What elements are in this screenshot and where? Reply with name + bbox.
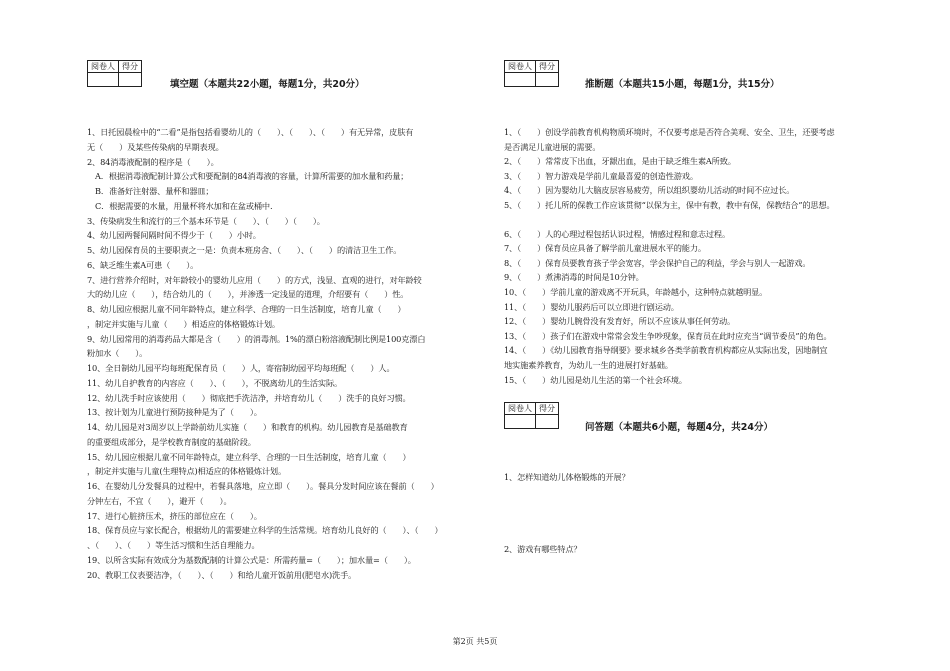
question-line: C．根据需要的水量，用量杯将水加和在盆或桶中. — [87, 200, 273, 211]
question-line: 9、幼儿园常用的消毒药品大都是含（ ）的消毒剂。1%的漂白粉溶液配制比例是100克漂白 — [87, 333, 426, 344]
question-line: 16、在婴幼儿分发餐具的过程中，若餐具落地，应立即（ ）。餐具分发时间应该在餐前（ ） — [87, 481, 439, 491]
question-line: 3、传染病发生和流行的三个基本环节是（ ）、（ ）（ ）。 — [87, 215, 325, 226]
question-line: 11、（ ）婴幼儿服药后可以立即进行剧运动。 — [504, 301, 679, 312]
question-line: 1、（ ）创设学前教育机构物质环境时，不仅要考虑是否符合美观、安全、卫生，还要考虑 — [504, 127, 835, 137]
question-line: 分钟左右，不宜（ ），避开（ ）。 — [87, 495, 232, 506]
question-line: 1、日托园晨检中的“二看”是指包括看婴幼儿的（ ）、（ ）、（ ）有无异常，皮肤有 — [87, 127, 414, 137]
question-line: 19、以所含实际有效成分为基数配制的计算公式是：所需药量=（ ）；加水量=（ ）。 — [87, 554, 416, 565]
question-line: A．根据消毒液配制计算公式和要配制的84消毒液的容量，计算所需要的加水量和药量； — [87, 171, 409, 182]
section-title-fill: 填空题（本题共22小题，每题1分，共20分） — [170, 79, 365, 90]
question-line: 18、保育员应与家长配合，根据幼儿的需要建立科学的生活常规。培育幼儿良好的（ ）、（ ） — [87, 525, 443, 536]
reviewer-label: 阅卷人 — [505, 61, 536, 73]
question-line: 12、幼儿洗手时应该使用（ ）彻底把手洗洁净，并培育幼儿（ ）洗手的良好习惯。 — [87, 392, 411, 403]
question-line: ，制定并实施与儿童（ ）相适应的体格锻炼计划。 — [87, 318, 280, 329]
question-line: 5、（ ）托儿所的保教工作应该贯彻“以保为主，保中有教，教中有保，保教结合”的思想。 — [504, 200, 835, 210]
question-line: 15、（ ）幼儿园是幼儿生活的第一个社会环境。 — [504, 374, 687, 385]
score-label: 得分 — [119, 61, 142, 73]
question-line: 2、（ ）常常皮下出血，牙龈出血，是由于缺乏维生素A所致。 — [504, 156, 736, 167]
score-box-qa — [504, 402, 559, 429]
score-label: 得分 — [536, 61, 559, 73]
question-line: B．准备好注射器、量杯和器皿； — [87, 186, 214, 196]
question-line: 大的幼儿应（ ），结合幼儿的（ ），并渗透一定浅显的道理，介绍要有（ ）性。 — [87, 289, 409, 300]
question-line: 13、（ ）孩子们在游戏中常常会发生争吵现象，保育员在此时应充当“调节委员”的角色。 — [504, 330, 832, 341]
question-line: ，制定并实施与儿童(生理特点)相适应的体格锻炼计划。 — [87, 466, 286, 477]
question-line: 12、（ ）婴幼儿腕骨没有发育好，所以不应该从事任何劳动。 — [504, 316, 736, 327]
question-line: 6、缺乏维生素A可患（ ）。 — [87, 259, 199, 270]
score-label: 得分 — [536, 403, 559, 415]
qa-question-2: 2、游戏有哪些特点？ — [504, 544, 582, 554]
question-line: 8、（ ）保育员要教育孩子学会宽容，学会保护自己的利益，学会与别人一起游戏。 — [504, 257, 811, 268]
section-title-qa: 问答题（本题共6小题，每题4分，共24分） — [585, 422, 773, 433]
question-line: 11、幼儿自护教育的内容应（ ）、（ ），不脱离幼儿的生活实际。 — [87, 377, 343, 388]
question-line: 、（ ）、（ ）等生活习惯和生活自理能力。 — [87, 540, 260, 550]
question-line: 7、进行营养介绍时，对年龄较小的婴幼儿应用（ ）的方式，浅显、直观的进行，对年龄较 — [87, 274, 422, 285]
question-line: 2、84消毒液配制的程序是（ ）。 — [87, 156, 219, 167]
question-line: 6、（ ）人的心理过程包括认识过程，情感过程和意志过程。 — [504, 228, 731, 239]
question-line: 9、（ ）煮沸消毒的时间是10分钟。 — [504, 272, 644, 283]
page-footer: 第2页 共5页 — [452, 637, 498, 646]
question-line: 17、进行心脏挤压术，挤压的部位应在（ ）。 — [87, 510, 262, 521]
question-line: 13、按计划为儿童进行预防接种是为了（ ）。 — [87, 407, 262, 418]
question-line: 是否满足儿童进展的需要。 — [504, 141, 601, 152]
reviewer-label: 阅卷人 — [88, 61, 119, 73]
reviewer-label: 阅卷人 — [505, 403, 536, 415]
question-line: 的重要组成部分，是学校教育制度的基础阶段。 — [87, 436, 256, 447]
question-line: 10、全日制幼儿园平均每班配保育员（ ）人，寄宿制幼园平均每班配（ ）人。 — [87, 363, 395, 373]
question-line: 4、幼儿园两餐间隔时间不得少于（ ）小时。 — [87, 230, 261, 241]
question-line: 7、（ ）保育员应具备了解学前儿童进展水平的能力。 — [504, 243, 706, 254]
question-line: 20、教职工仪表要洁净，（ ）、（ ）和给儿童开饭前用(肥皂水)洗手。 — [87, 569, 357, 580]
question-line: 5、幼儿园保育员的主要职责之一是：负责本班房舍、（ ）、（ ）的清洁卫生工作。 — [87, 245, 402, 255]
question-line: 无（ ）及某些传染病的早期表现。 — [87, 141, 224, 152]
question-line: 10、（ ）学前儿童的游戏离不开玩具，年龄越小，这种特点就越明显。 — [504, 287, 768, 297]
score-box-fill — [87, 60, 142, 87]
question-line: 粉加水（ ）。 — [87, 348, 148, 359]
question-line: 14、幼儿园是对3周岁以上学龄前幼儿实施（ ）和教育的机构。幼儿园教育是基础教育 — [87, 422, 408, 432]
question-line: 3、（ ）智力游戏是学前儿童最喜爱的创造性游戏。 — [504, 170, 698, 181]
question-line: 15、幼儿园应根据儿童不同年龄特点，建立科学、合理的一日生活制度，培育儿童（ ） — [87, 451, 411, 462]
score-box-judge — [504, 60, 559, 87]
question-line: 4、（ ）因为婴幼儿大脑皮层容易疲劳，所以组织婴幼儿活动的时间不应过长。 — [504, 185, 795, 196]
question-line: 8、幼儿园应根据儿童不同年龄特点，建立科学、合理的一日生活制度，培育儿童（ ） — [87, 304, 406, 314]
question-line: 14、（ ）《幼儿园教育指导纲要》要求城乡各类学前教育机构都应从实际出发，因地制宜 — [504, 345, 828, 356]
qa-question-1: 1、怎样知道幼儿体格锻炼的开展？ — [504, 472, 630, 482]
question-line: 地实施素养教育，为幼儿一生的进展打好基础。 — [504, 360, 673, 370]
section-title-judge: 推断题（本题共15小题，每题1分，共15分） — [585, 79, 780, 90]
